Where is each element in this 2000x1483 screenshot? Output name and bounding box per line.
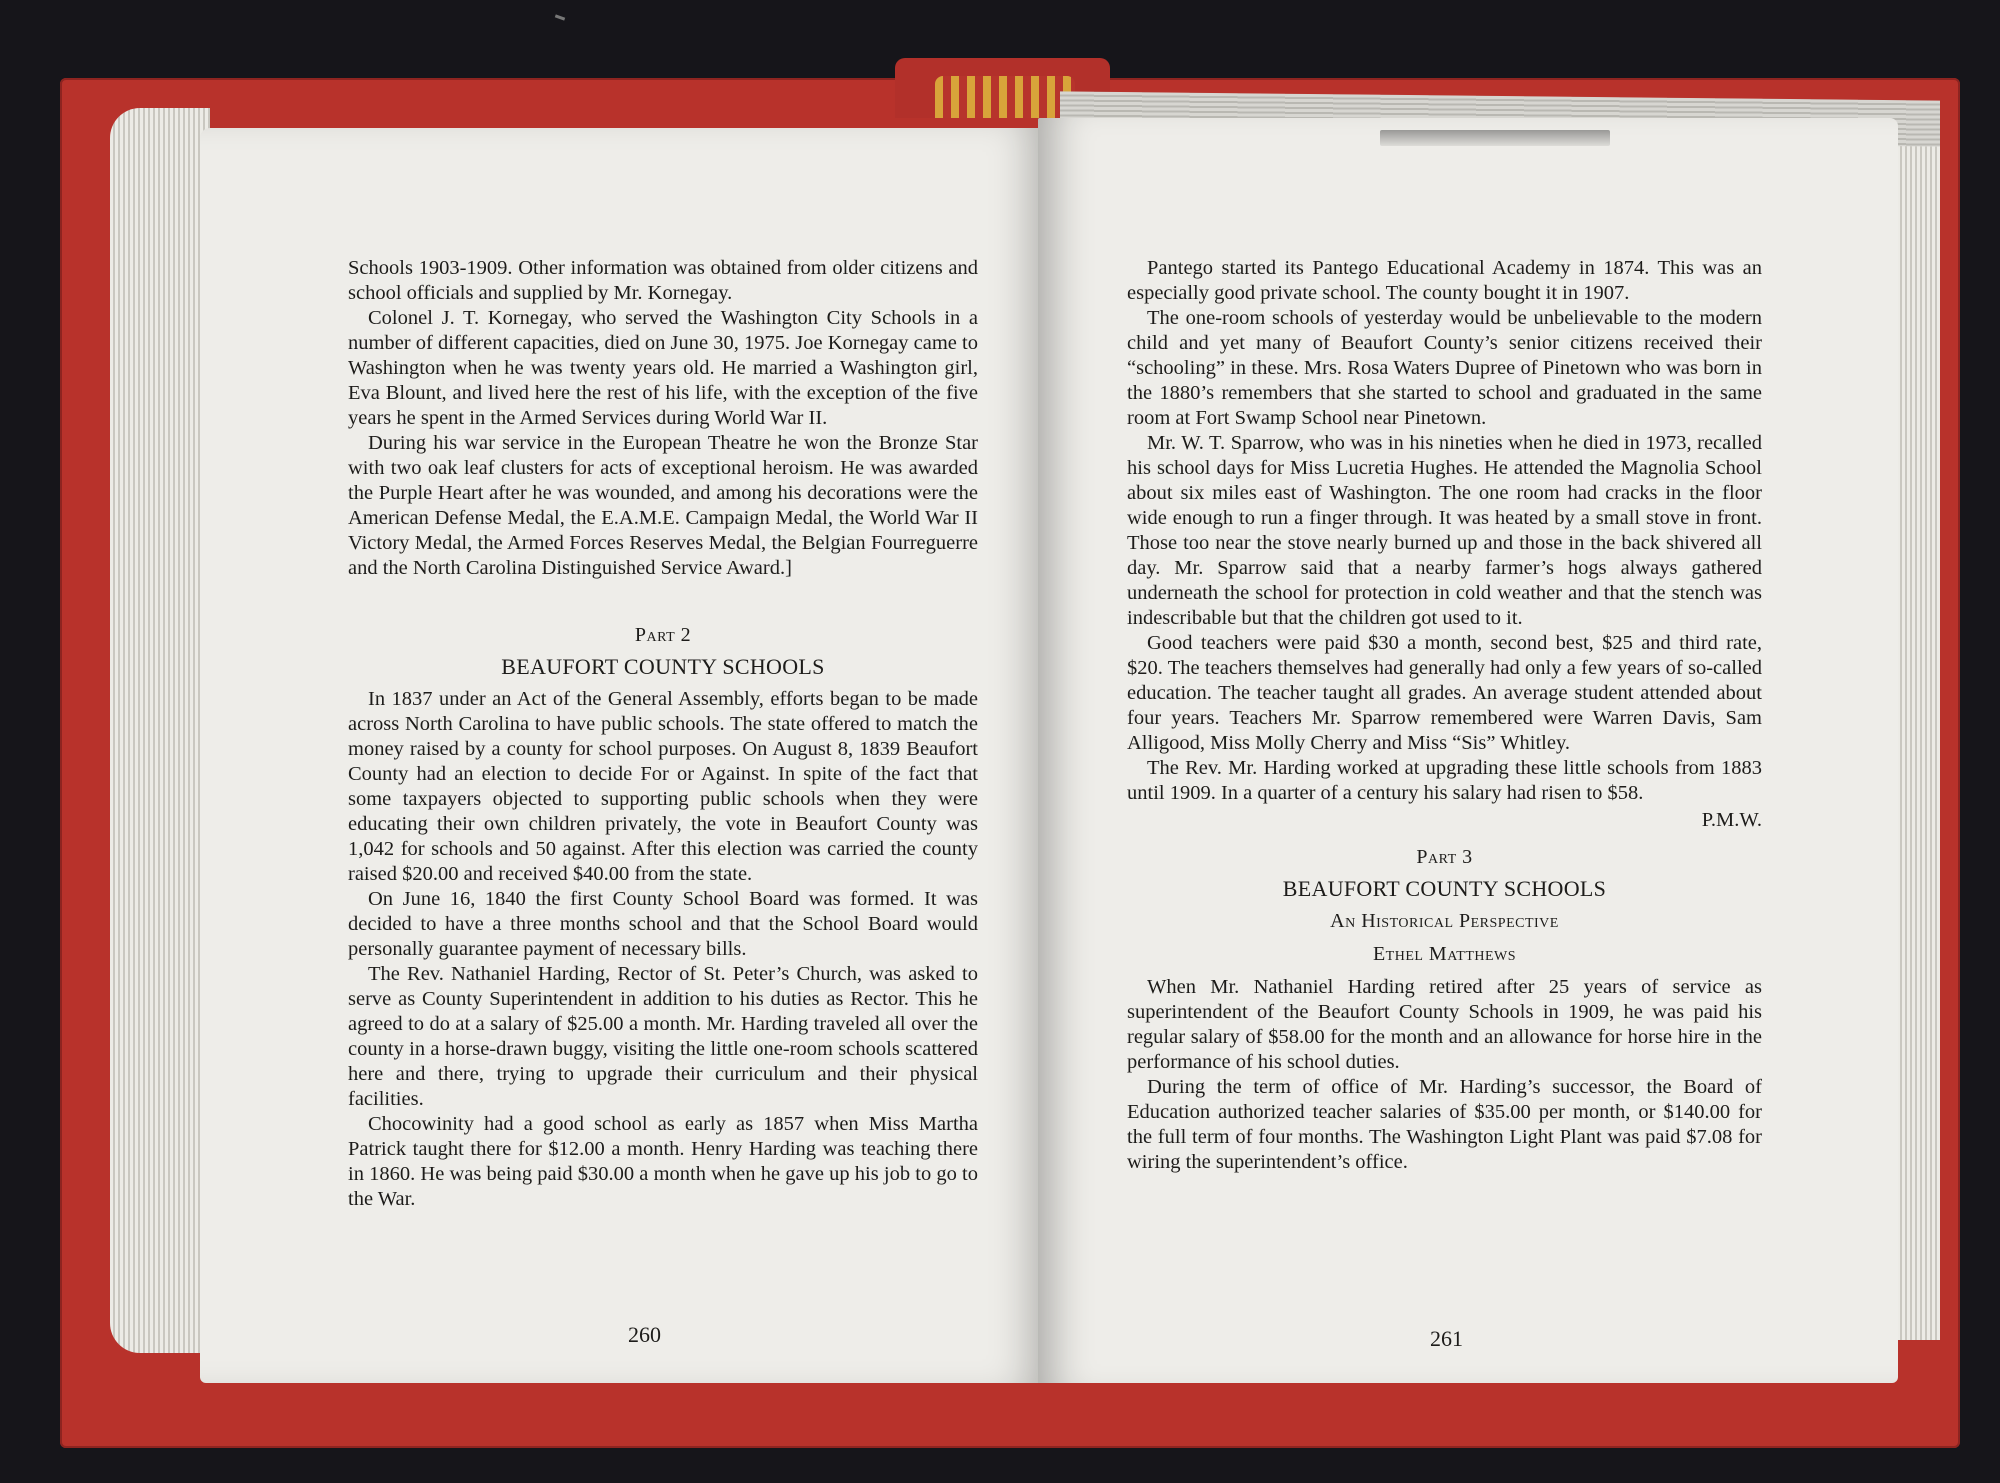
page-number: 260 bbox=[628, 1322, 661, 1347]
paragraph: On June 16, 1840 the first County School Board was formed. It was decided to have a three months school and that the School Board would personally guarantee payment of necessary bills. bbox=[348, 888, 978, 960]
page-number: 261 bbox=[1430, 1326, 1463, 1351]
paragraph: Good teachers were paid $30 a month, second best, $25 and third rate, $20. The teachers themselves had generally had only a few years of so-called education. The teacher taught all grades. An average student attended about four years. Teachers Mr. Sparrow remembered were Warren Davis, Sam Alligood, Miss Molly Cherry and Miss “Sis” Whitley. bbox=[1127, 632, 1762, 754]
left-page-text bbox=[348, 256, 978, 1212]
header-show-through bbox=[1380, 130, 1610, 146]
paragraph: Pantego started its Pantego Educational Academy in 1874. This was an especially good private school. The county bought it in 1907. bbox=[1127, 257, 1762, 304]
paragraph: The Rev. Mr. Harding worked at upgrading these little schools from 1883 until 1909. In a quarter of a century his salary had risen to $58. bbox=[1127, 757, 1762, 804]
right-page-text bbox=[1127, 256, 1762, 1175]
paragraph: In 1837 under an Act of the General Assembly, efforts began to be made across North Carolina to have public schools. The state offered to match the money raised by a county for school purposes. On August 8, 1839 Beaufort County had an election to decide For or Against. In spite of the fact that some taxpayers objected to supporting public schools when they were educating their own children privately, the vote in Beaufort County was 1,042 for schools and 50 against. After this election was carried the county raised $20.00 and received $40.00 from the state. bbox=[348, 688, 978, 885]
part-label: Part 2 bbox=[634, 624, 692, 646]
paragraph: Colonel J. T. Kornegay, who served the Washington City Schools in a number of different capacities, died on June 30, 1975. Joe Kornegay came to Washington when he was twenty years old. He married a Washington girl, Eva Blount, and lived here the rest of his life, with the exception of the five years he spent in the Armed Services during World War II. bbox=[348, 307, 978, 429]
paragraph: Mr. W. T. Sparrow, who was in his nineties when he died in 1973, recalled his school days for Miss Lucretia Hughes. He attended the Magnolia School about six miles east of Washington. The one room had cracks in the floor wide enough to run a finger through. It was heated by a small stove in front. Those too near the stove nearly burned up and those in the back shivered all day. Mr. Sparrow said that a nearby farmer’s hogs always gathered underneath the school for protection in cold weather and that the stench was indescribable but that the children got used to it. bbox=[1127, 432, 1762, 629]
paragraph: The Rev. Nathaniel Harding, Rector of St. Peter’s Church, was asked to serve as County Superintendent in addition to his duties as Rector. This he agreed to do at a salary of $25.00 a month. Mr. Harding traveled all over the county in a horse-drawn buggy, visiting the little one-room schools scattered here and there, trying to upgrade their curriculum and their physical facilities. bbox=[348, 963, 978, 1110]
author-name: Ethel Matthews bbox=[1372, 943, 1517, 965]
part-label: Part 3 bbox=[1416, 846, 1473, 868]
paragraph: During the term of office of Mr. Harding’s successor, the Board of Education authorized teacher salaries of $35.00 per month, or $140.00 for the full term of four months. The Washington Light Plant was paid $7.08 for wiring the superintendent’s office. bbox=[1127, 1076, 1762, 1173]
scan-speck bbox=[555, 14, 565, 20]
section-title: BEAUFORT COUNTY SCHOOLS bbox=[501, 654, 825, 679]
paragraph: Schools 1903-1909. Other information was obtained from older citizens and school officials and supplied by Mr. Kornegay. bbox=[348, 257, 978, 304]
section-title: BEAUFORT COUNTY SCHOOLS bbox=[1282, 876, 1607, 901]
author-initials: P.M.W. bbox=[1701, 809, 1762, 831]
section-subtitle: An Historical Perspective bbox=[1330, 910, 1559, 932]
headband bbox=[935, 76, 1075, 118]
page-edges-left bbox=[110, 108, 210, 1353]
paragraph: During his war service in the European Theatre he won the Bronze Star with two oak leaf clusters for acts of exceptional heroism. He was awarded the Purple Heart after he was wounded, and among his decorations were the American Defense Medal, the E.A.M.E. Campaign Medal, the World War II Victory Medal, the Armed Forces Reserves Medal, the Belgian Fourreguerre and the North Carolina Distinguished Service Award.] bbox=[348, 432, 978, 579]
paragraph: When Mr. Nathaniel Harding retired after 25 years of service as superintendent of the Beaufort County Schools in 1909, he was paid his regular salary of $58.00 for the month and an allowance for horse hire in the performance of his school duties. bbox=[1127, 976, 1762, 1073]
paragraph: The one-room schools of yesterday would be unbelievable to the modern child and yet many of Beaufort County’s senior citizens received their “schooling” in these. Mrs. Rosa Waters Dupree of Pinetown who was born in the 1880’s remembers that she started to school and graduated in the same room at Fort Swamp School near Pinetown. bbox=[1127, 307, 1762, 429]
paragraph: Chocowinity had a good school as early as 1857 when Miss Martha Patrick taught there for $12.00 a month. Henry Harding was teaching there in 1860. He was being paid $30.00 a month when he gave up his job to go to the War. bbox=[348, 1113, 978, 1210]
